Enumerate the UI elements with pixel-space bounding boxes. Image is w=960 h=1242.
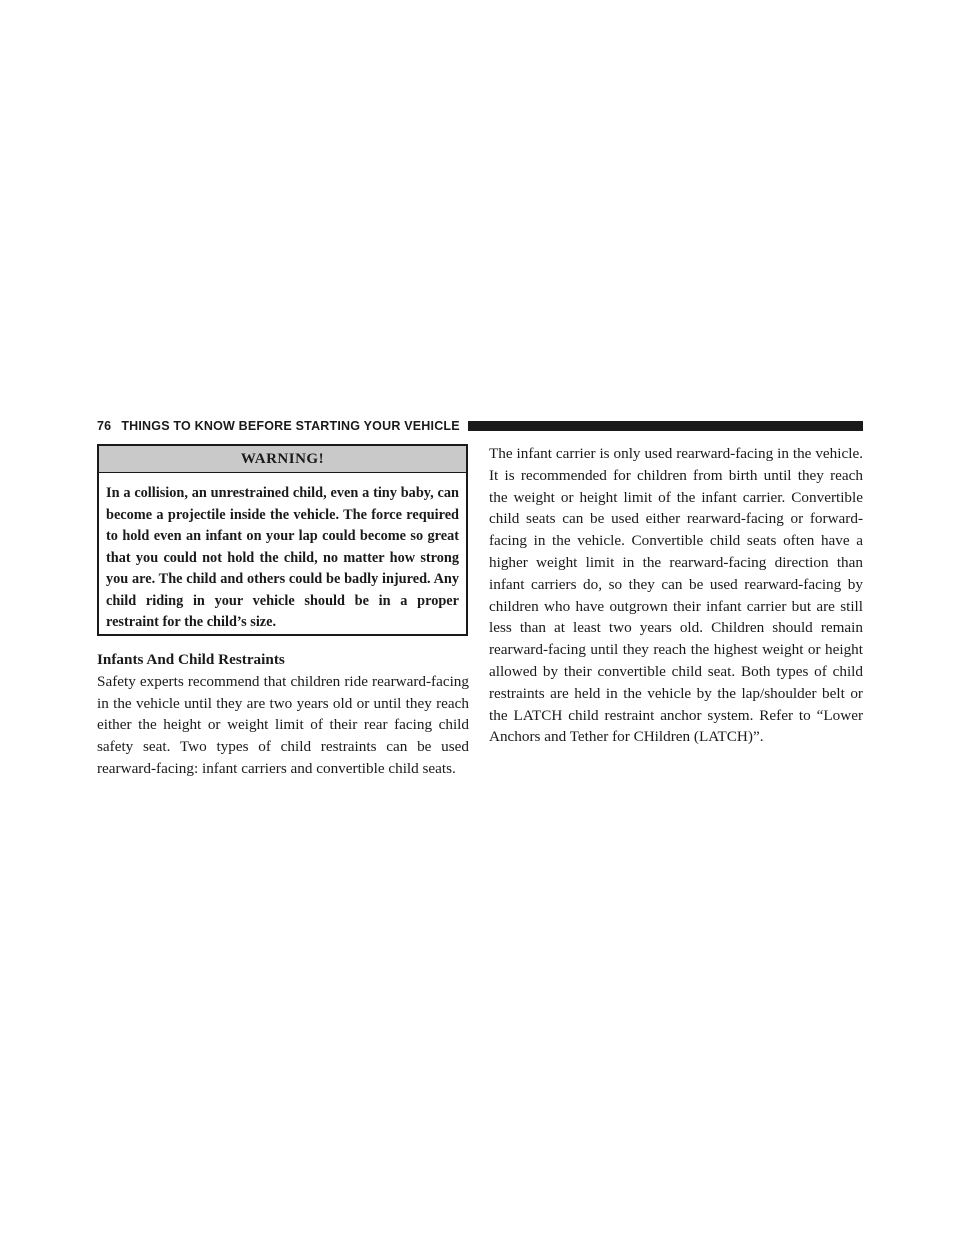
left-column [97, 649, 469, 780]
warning-box [97, 444, 468, 636]
warning-title: WARNING! [99, 446, 466, 473]
paragraph-safety-experts: Safety experts recommend that children ride rearward-facing in the vehicle until they are two years old or until they reach either the height or weight limit of their rear facing child safety seat. Two types of child restraints can be used rearward-facing: infant carriers and convertible child seats. [97, 672, 469, 777]
subheading-infants-child-restraints: Infants And Child Restraints [97, 651, 285, 668]
page-number: 76 [97, 419, 112, 433]
right-column [489, 443, 863, 748]
warning-text: In a collision, an unrestrained child, even a tiny baby, can become a projectile inside the vehicle. The force required to hold even an infant on your lap could become so great that you could not hold the child, no matter how strong you are. The child and others could be badly injured. Any child riding in your vehicle should be in a proper restraint for the child’s size. [106, 485, 459, 630]
running-header [97, 418, 863, 434]
header-rule [468, 421, 863, 431]
section-title: THINGS TO KNOW BEFORE STARTING YOUR VEHICLE [121, 419, 460, 433]
paragraph-infant-carrier: The infant carrier is only used rearward-facing in the vehicle. It is recommended for children from birth until they reach the weight or height limit of the infant carrier. Convertible child seats can be used either rearward-facing or forward-facing in the vehicle. Convertible child seats often have a higher weight limit in the rearward-facing direction than infant carriers do, so they can be used rearward-facing by children who have outgrown their infant carrier but are still less than at least two years old. Children should remain rearward-facing until they reach the highest weight or height allowed by their convertible child seat. Both types of child restraints are held in the vehicle by the lap/shoulder belt or the LATCH child restraint anchor system. Refer to “Lower Anchors and Tether for CHildren (LATCH)”. [489, 445, 863, 746]
